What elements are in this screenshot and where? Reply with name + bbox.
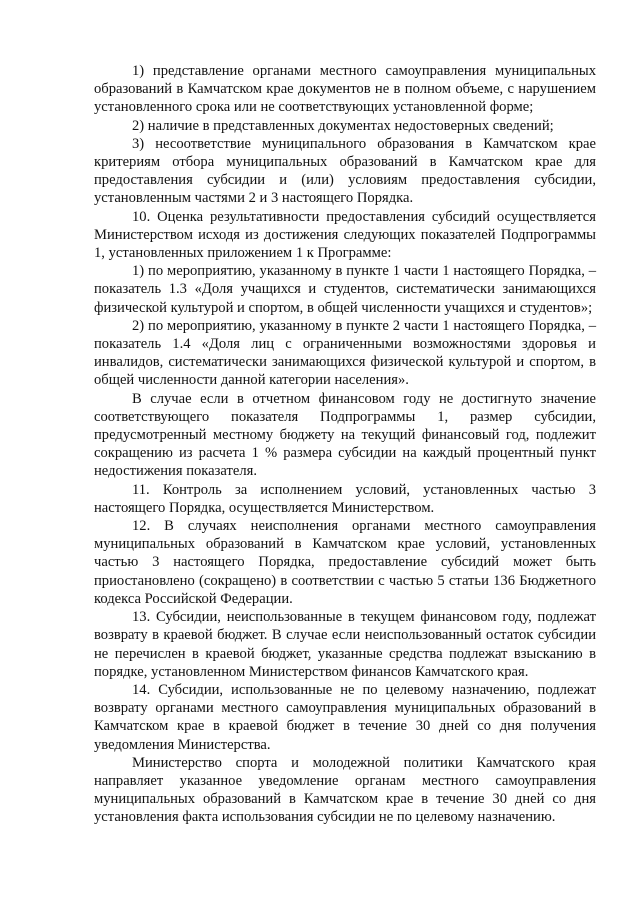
paragraph-clause-11: 11. Контроль за исполнением условий, установленных частью 3 настоящего Порядка, осуществляется Министерством.: [94, 481, 596, 516]
paragraph-clause-14: 14. Субсидии, использованные не по целевому назначению, подлежат возврату органами местного самоуправления муниципальных образований в Камчатском крае в краевой бюджет в течение 30 дней со дня получения уведомления Министерства.: [94, 681, 596, 753]
paragraph-clause-10-item-2: 2) по мероприятию, указанному в пункте 2 части 1 настоящего Порядка, – показатель 1.4 «Доля лиц с ограниченными возможностями здоровья и инвалидов, систематически занимающихся физической культурой и спортом, в общей численности данной категории населения».: [94, 317, 596, 389]
paragraph-clause-10-reduction: В случае если в отчетном финансовом году не достигнуто значение соответствующего показателя Подпрограммы 1, размер субсидии, предусмотренный местному бюджету на текущий финансовый год, подлежит сокращению из расчета 1 % размера субсидии на каждый процентный пункт недостижения показателя.: [94, 390, 596, 480]
document-page: [94, 62, 596, 827]
paragraph-clause-12: 12. В случаях неисполнения органами местного самоуправления муниципальных образований в Камчатском крае условий, установленных частью 3 настоящего Порядка, предоставление субсидий может быть приостановлено (сокращено) в соответствии с частью 5 статьи 136 Бюджетного кодекса Российской Федерации.: [94, 518, 596, 607]
paragraph-clause-13: 13. Субсидии, неиспользованные в текущем финансовом году, подлежат возврату в краевой бюджет. В случае если неиспользованный остаток субсидии не перечислен в краевой бюджет, указанные средства подлежат взысканию в порядке, установленном Министерством финансов Камчатского края.: [94, 609, 596, 680]
paragraph-item-2: 2) наличие в представленных документах недостоверных сведений;: [132, 117, 554, 134]
paragraph-item-1: 1) представление органами местного самоуправления муниципальных образований в Камчатском крае документов не в полном объеме, с нарушением установленного срока или не соответствующих установленной форме;: [94, 63, 596, 116]
paragraph-item-3: 3) несоответствие муниципального образования в Камчатском крае критериям отбора муниципальных образований в Камчатском крае для предоставления субсидии и (или) условиям предоставления субсидии, установленным частями 2 и 3 настоящего Порядка.: [94, 135, 596, 207]
paragraph-clause-10: 10. Оценка результативности предоставления субсидий осуществляется Министерством исходя из достижения следующих показателей Подпрограммы 1, установленных приложением 1 к Программе:: [94, 208, 596, 262]
paragraph-clause-10-item-1: 1) по мероприятию, указанному в пункте 1 части 1 настоящего Порядка, – показатель 1.3 «Доля учащихся и студентов, систематически занимающихся физической культурой и спортом, в общей численности учащихся и студентов»;: [94, 263, 596, 316]
paragraph-clause-14-notice: Министерство спорта и молодежной политики Камчатского края направляет указанное уведомление органам местного самоуправления муниципальных образований в Камчатском крае в течение 30 дней со дня установления факта использования субсидии не по целевому назначению.: [94, 754, 596, 826]
